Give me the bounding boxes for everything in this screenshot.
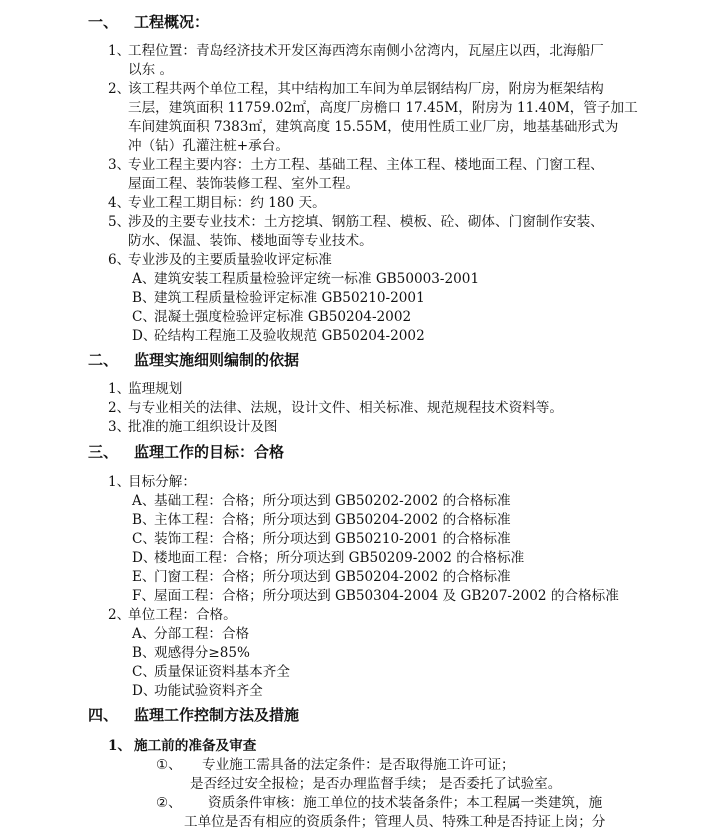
standard-item: C、混凝土强度检验评定标准 GB50204-2002 bbox=[132, 309, 412, 325]
list-item: 2、该工程共两个单位工程，其中结构加工车间为单层钢结构厂房，附房为框架结构 bbox=[108, 81, 604, 97]
list-item-cont: 冲（钻）孔灌注桩+承台。 bbox=[128, 138, 289, 154]
target-item: A、基础工程：合格；所分项达到 GB50202-2002 的合格标准 bbox=[132, 493, 511, 509]
standard-item: B、建筑工程质量检验评定标准 GB50210-2001 bbox=[132, 290, 425, 306]
target-item: C、装饰工程：合格；所分项达到 GB50210-2001 的合格标准 bbox=[132, 531, 511, 547]
unit-item: C、质量保证资料基本齐全 bbox=[132, 664, 290, 680]
list-item-cont: 防水、保温、装饰、楼地面等专业技术。 bbox=[128, 233, 373, 249]
section-heading-1: 一、 工程概况： bbox=[88, 13, 210, 31]
list-item-cont: 屋面工程、装饰装修工程、室外工程。 bbox=[128, 176, 360, 192]
list-item: 6、专业涉及的主要质量验收评定标准 bbox=[108, 252, 332, 268]
control-item-cont: 工单位是否有相应的资质条件；管理人员、特殊工种是否持证上岗；分 bbox=[184, 814, 606, 830]
list-item: 2、单位工程：合格。 bbox=[108, 607, 237, 623]
list-item-cont: 以东 。 bbox=[128, 62, 174, 78]
target-item: E、门窗工程：合格；所分项达到 GB50204-2002 的合格标准 bbox=[132, 569, 511, 585]
unit-item: D、功能试验资料齐全 bbox=[132, 683, 263, 699]
list-item: 1、工程位置：青岛经济技术开发区海西湾东南侧小岔湾内，瓦屋庄以西，北海船厂 bbox=[108, 43, 604, 59]
list-item: 1、监理规划 bbox=[108, 381, 183, 397]
list-item: 3、批准的施工组织设计及图 bbox=[108, 419, 278, 435]
section-heading-3: 三、 监理工作的目标：合格 bbox=[88, 443, 285, 461]
target-item: F、屋面工程：合格；所分项达到 GB50304-2004 及 GB207-2002 的合格标准 bbox=[132, 588, 619, 604]
subsection-heading: 1、 施工前的准备及审查 bbox=[108, 738, 257, 754]
control-item: ①、 专业施工需具备的法定条件：是否取得施工许可证； bbox=[156, 757, 515, 773]
section-heading-2: 二、 监理实施细则编制的依据 bbox=[88, 351, 300, 369]
unit-item: B、观感得分≥85% bbox=[132, 645, 250, 661]
list-item-cont: 车间建筑面积 7383㎡，建筑高度 15.55M，使用性质工业厂房，地基基础形式为 bbox=[128, 119, 619, 135]
list-item: 2、与专业相关的法律、法规，设计文件、相关标准、规范规程技术资料等。 bbox=[108, 400, 563, 416]
list-item-cont: 三层，建筑面积 11759.02㎡，高度厂房檐口 17.45M，附房为 11.40M，管子加工 bbox=[128, 100, 638, 116]
list-item: 1、目标分解： bbox=[108, 474, 196, 490]
target-item: D、楼地面工程：合格；所分项达到 GB50209-2002 的合格标准 bbox=[132, 550, 525, 566]
standard-item: D、砼结构工程施工及验收规范 GB50204-2002 bbox=[132, 328, 425, 344]
control-item: ②、 资质条件审核：施工单位的技术装备条件；本工程属一类建筑，施 bbox=[156, 795, 603, 811]
control-item-cont: 是否经过安全报检；是否办理监督手续； 是否委托了试验室。 bbox=[190, 776, 562, 792]
section-heading-4: 四、 监理工作控制方法及措施 bbox=[88, 706, 300, 724]
list-item: 4、专业工程工期目标：约 180 天。 bbox=[108, 195, 326, 211]
unit-item: A、分部工程：合格 bbox=[132, 626, 250, 642]
target-item: B、主体工程：合格；所分项达到 GB50204-2002 的合格标准 bbox=[132, 512, 511, 528]
list-item: 3、专业工程主要内容：土方工程、基础工程、主体工程、楼地面工程、门窗工程、 bbox=[108, 157, 604, 173]
standard-item: A、建筑安装工程质量检验评定统一标准 GB50003-2001 bbox=[132, 271, 480, 287]
list-item: 5、涉及的主要专业技术：土方挖填、钢筋工程、模板、砼、砌体、门窗制作安装、 bbox=[108, 214, 604, 230]
